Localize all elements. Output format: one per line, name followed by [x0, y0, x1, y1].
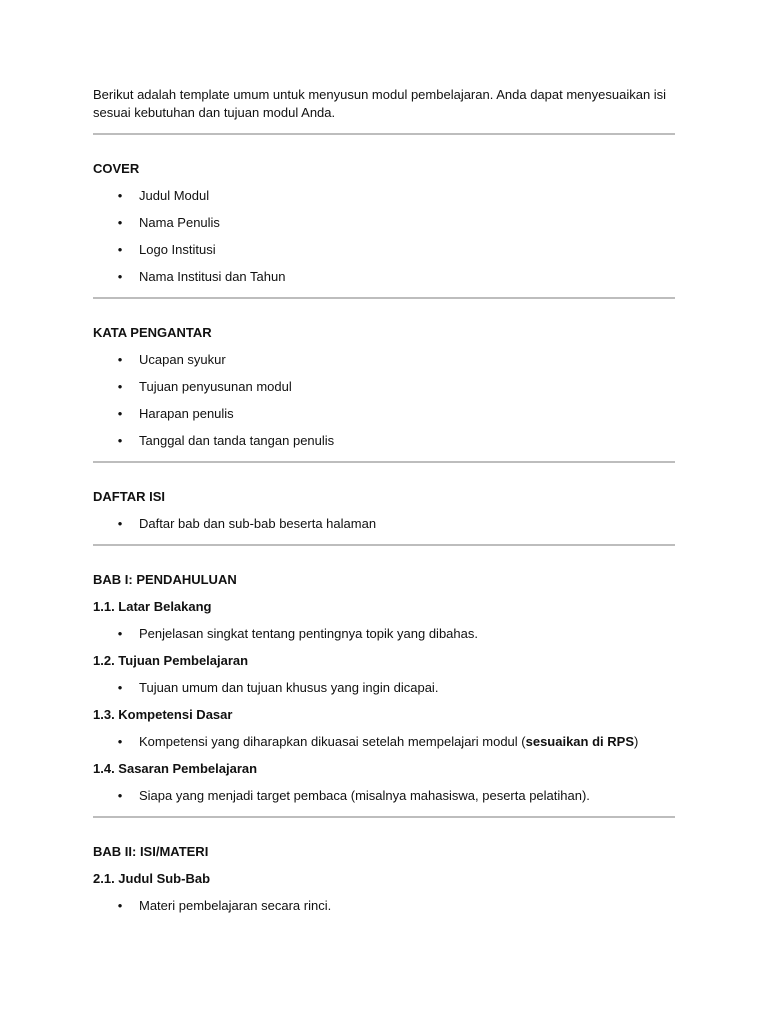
bullet-icon: •	[117, 215, 123, 230]
list-item-text: Ucapan syukur	[139, 352, 226, 367]
list-item-text: Tujuan umum dan tujuan khusus yang ingin dicapai.	[139, 680, 439, 695]
section-title-cover: COVER	[93, 161, 140, 176]
bullet-icon: •	[117, 379, 123, 394]
subsection-title: 1.3. Kompetensi Dasar	[93, 707, 233, 722]
subsection-title: 1.2. Tujuan Pembelajaran	[93, 653, 249, 668]
bullet-icon: •	[117, 433, 123, 448]
list-item	[93, 351, 675, 369]
divider	[93, 544, 675, 546]
bullet-icon: •	[117, 242, 123, 257]
bullet-icon: •	[117, 680, 123, 695]
section-title-kata-pengantar: KATA PENGANTAR	[93, 325, 212, 340]
list-item-text: Tujuan penyusunan modul	[139, 379, 292, 394]
list-item	[93, 214, 675, 232]
list-item	[93, 268, 675, 286]
bullet-icon: •	[117, 734, 123, 749]
list-item	[93, 787, 675, 805]
section-title-bab-2: BAB II: ISI/MATERI	[93, 844, 209, 859]
divider	[93, 133, 675, 135]
list-item-text: Daftar bab dan sub-bab beserta halaman	[139, 516, 377, 531]
list-item-text: Siapa yang menjadi target pembaca (misalnya mahasiswa, peserta pelatihan).	[139, 788, 590, 803]
intro-paragraph: Berikut adalah template umum untuk menyusun modul pembelajaran. Anda dapat menyesuaikan isi sesuai kebutuhan dan tujuan modul Anda.	[93, 87, 667, 120]
list-item	[93, 625, 675, 643]
daftar-isi-list	[93, 515, 675, 533]
section-title-daftar-isi: DAFTAR ISI	[93, 489, 165, 504]
subsection-list	[93, 625, 675, 643]
list-item-text: Kompetensi yang diharapkan dikuasai setelah mempelajari modul (	[139, 734, 526, 749]
list-item-text: )	[634, 734, 639, 749]
list-item-text: Penjelasan singkat tentang pentingnya topik yang dibahas.	[139, 626, 478, 641]
cover-list	[93, 187, 675, 286]
list-item	[93, 679, 675, 697]
list-item-text: Harapan penulis	[139, 406, 234, 421]
list-item	[93, 733, 675, 751]
list-item	[93, 378, 675, 396]
subsection-list	[93, 897, 675, 915]
list-item	[93, 897, 675, 915]
bullet-icon: •	[117, 188, 123, 203]
bullet-icon: •	[117, 352, 123, 367]
list-item-bold-text: sesuaikan di RPS	[525, 734, 634, 749]
list-item-text: Logo Institusi	[139, 242, 216, 257]
list-item	[93, 187, 675, 205]
divider	[93, 816, 675, 818]
list-item	[93, 241, 675, 259]
bullet-icon: •	[117, 516, 123, 531]
bullet-icon: •	[117, 406, 123, 421]
subsection-title: 1.1. Latar Belakang	[93, 599, 212, 614]
subsection-list	[93, 733, 675, 751]
bullet-icon: •	[117, 626, 123, 641]
list-item-text: Nama Penulis	[139, 215, 220, 230]
list-item	[93, 432, 675, 450]
list-item-text: Materi pembelajaran secara rinci.	[139, 898, 332, 913]
subsection-title: 2.1. Judul Sub-Bab	[93, 871, 211, 886]
subsection-list	[93, 679, 675, 697]
list-item-text: Nama Institusi dan Tahun	[139, 269, 286, 284]
bullet-icon: •	[117, 788, 123, 803]
bullet-icon: •	[117, 898, 123, 913]
list-item	[93, 515, 675, 533]
divider	[93, 297, 675, 299]
list-item-text: Tanggal dan tanda tangan penulis	[139, 433, 335, 448]
subsection-list	[93, 787, 675, 805]
subsection-title: 1.4. Sasaran Pembelajaran	[93, 761, 258, 776]
list-item	[93, 405, 675, 423]
section-title-bab-1: BAB I: PENDAHULUAN	[93, 572, 237, 587]
divider	[93, 461, 675, 463]
list-item-text: Judul Modul	[139, 188, 210, 203]
bullet-icon: •	[117, 269, 123, 284]
kata-pengantar-list	[93, 351, 675, 450]
document-content	[93, 86, 675, 915]
